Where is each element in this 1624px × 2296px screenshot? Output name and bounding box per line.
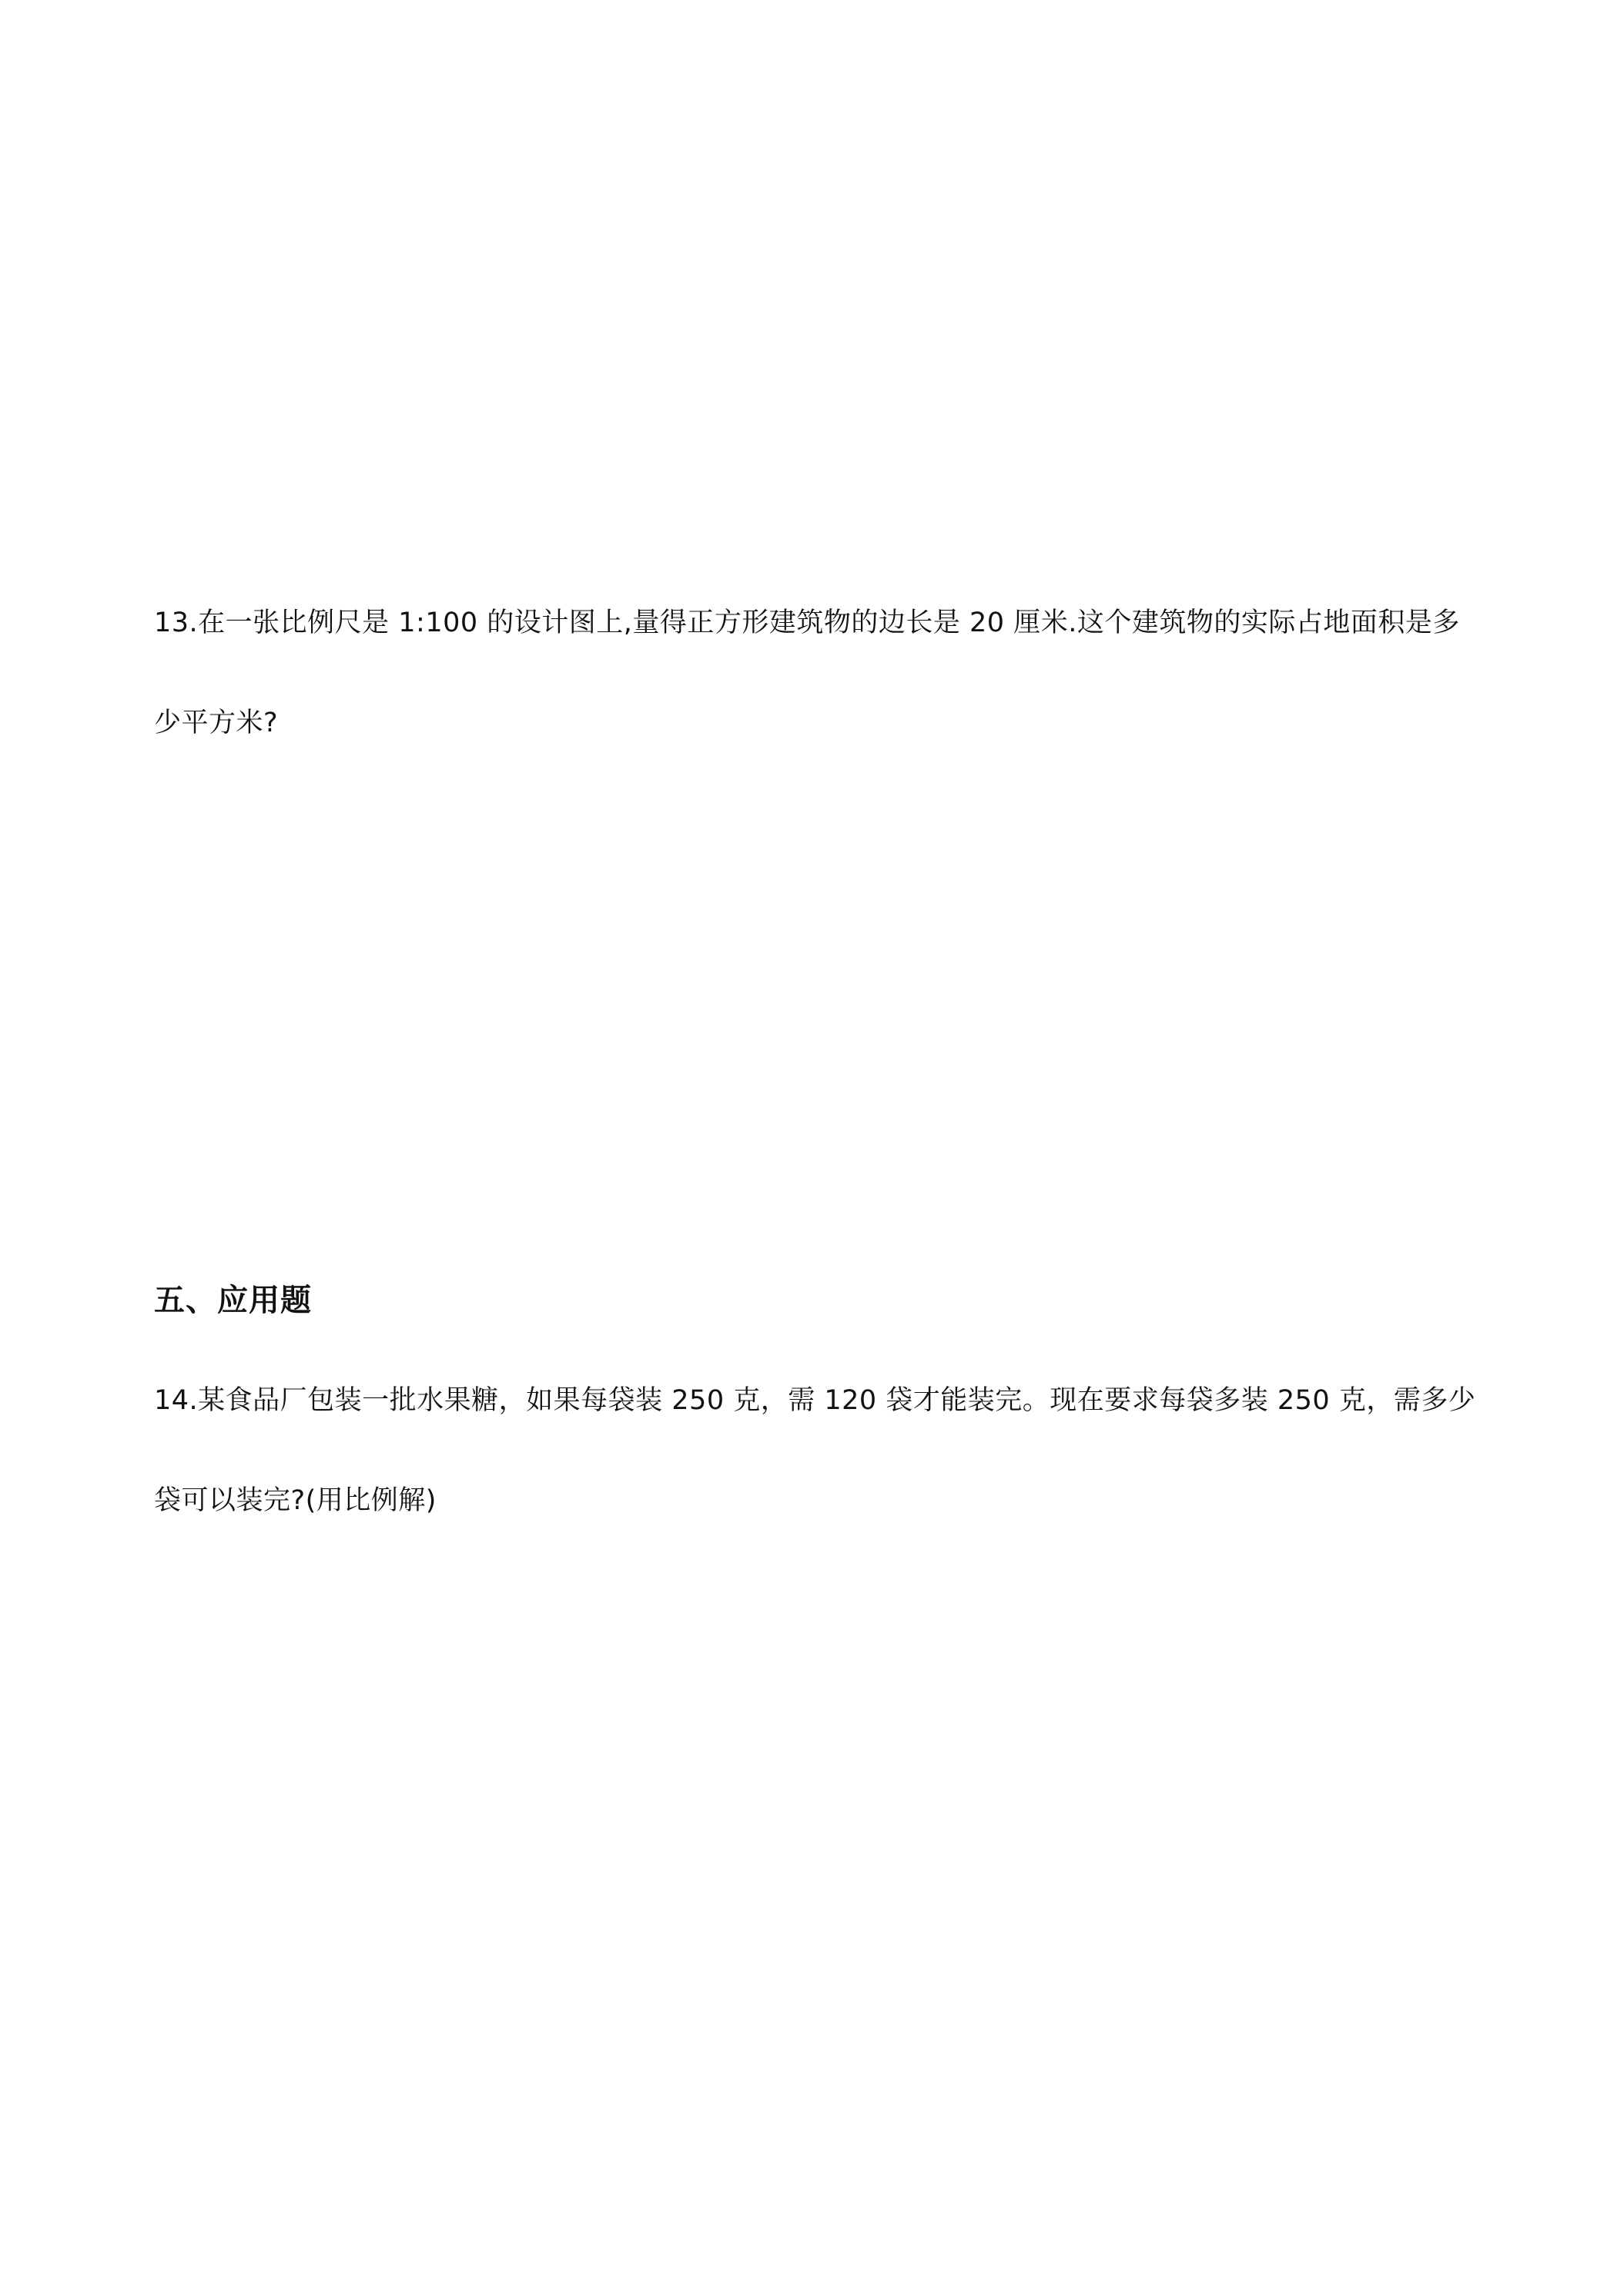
question-13-text-line-2: 少平方米? [154,708,279,738]
question-13-text-line-1: 13.在一张比例尺是 1:100 的设计图上,量得正方形建筑物的边长是 20 厘米.这个建筑物的实际占地面积是多 [154,607,1460,638]
section-heading-application-problems: 五、应用题 [154,1283,312,1318]
question-14-text-line-2: 袋可以装完?(用比例解) [154,1485,437,1516]
question-14-text-line-1: 14.某食品厂包装一批水果糖，如果每袋装 250 克，需 120 袋才能装完。现在要求每袋多装 250 克，需多少 [154,1385,1476,1416]
